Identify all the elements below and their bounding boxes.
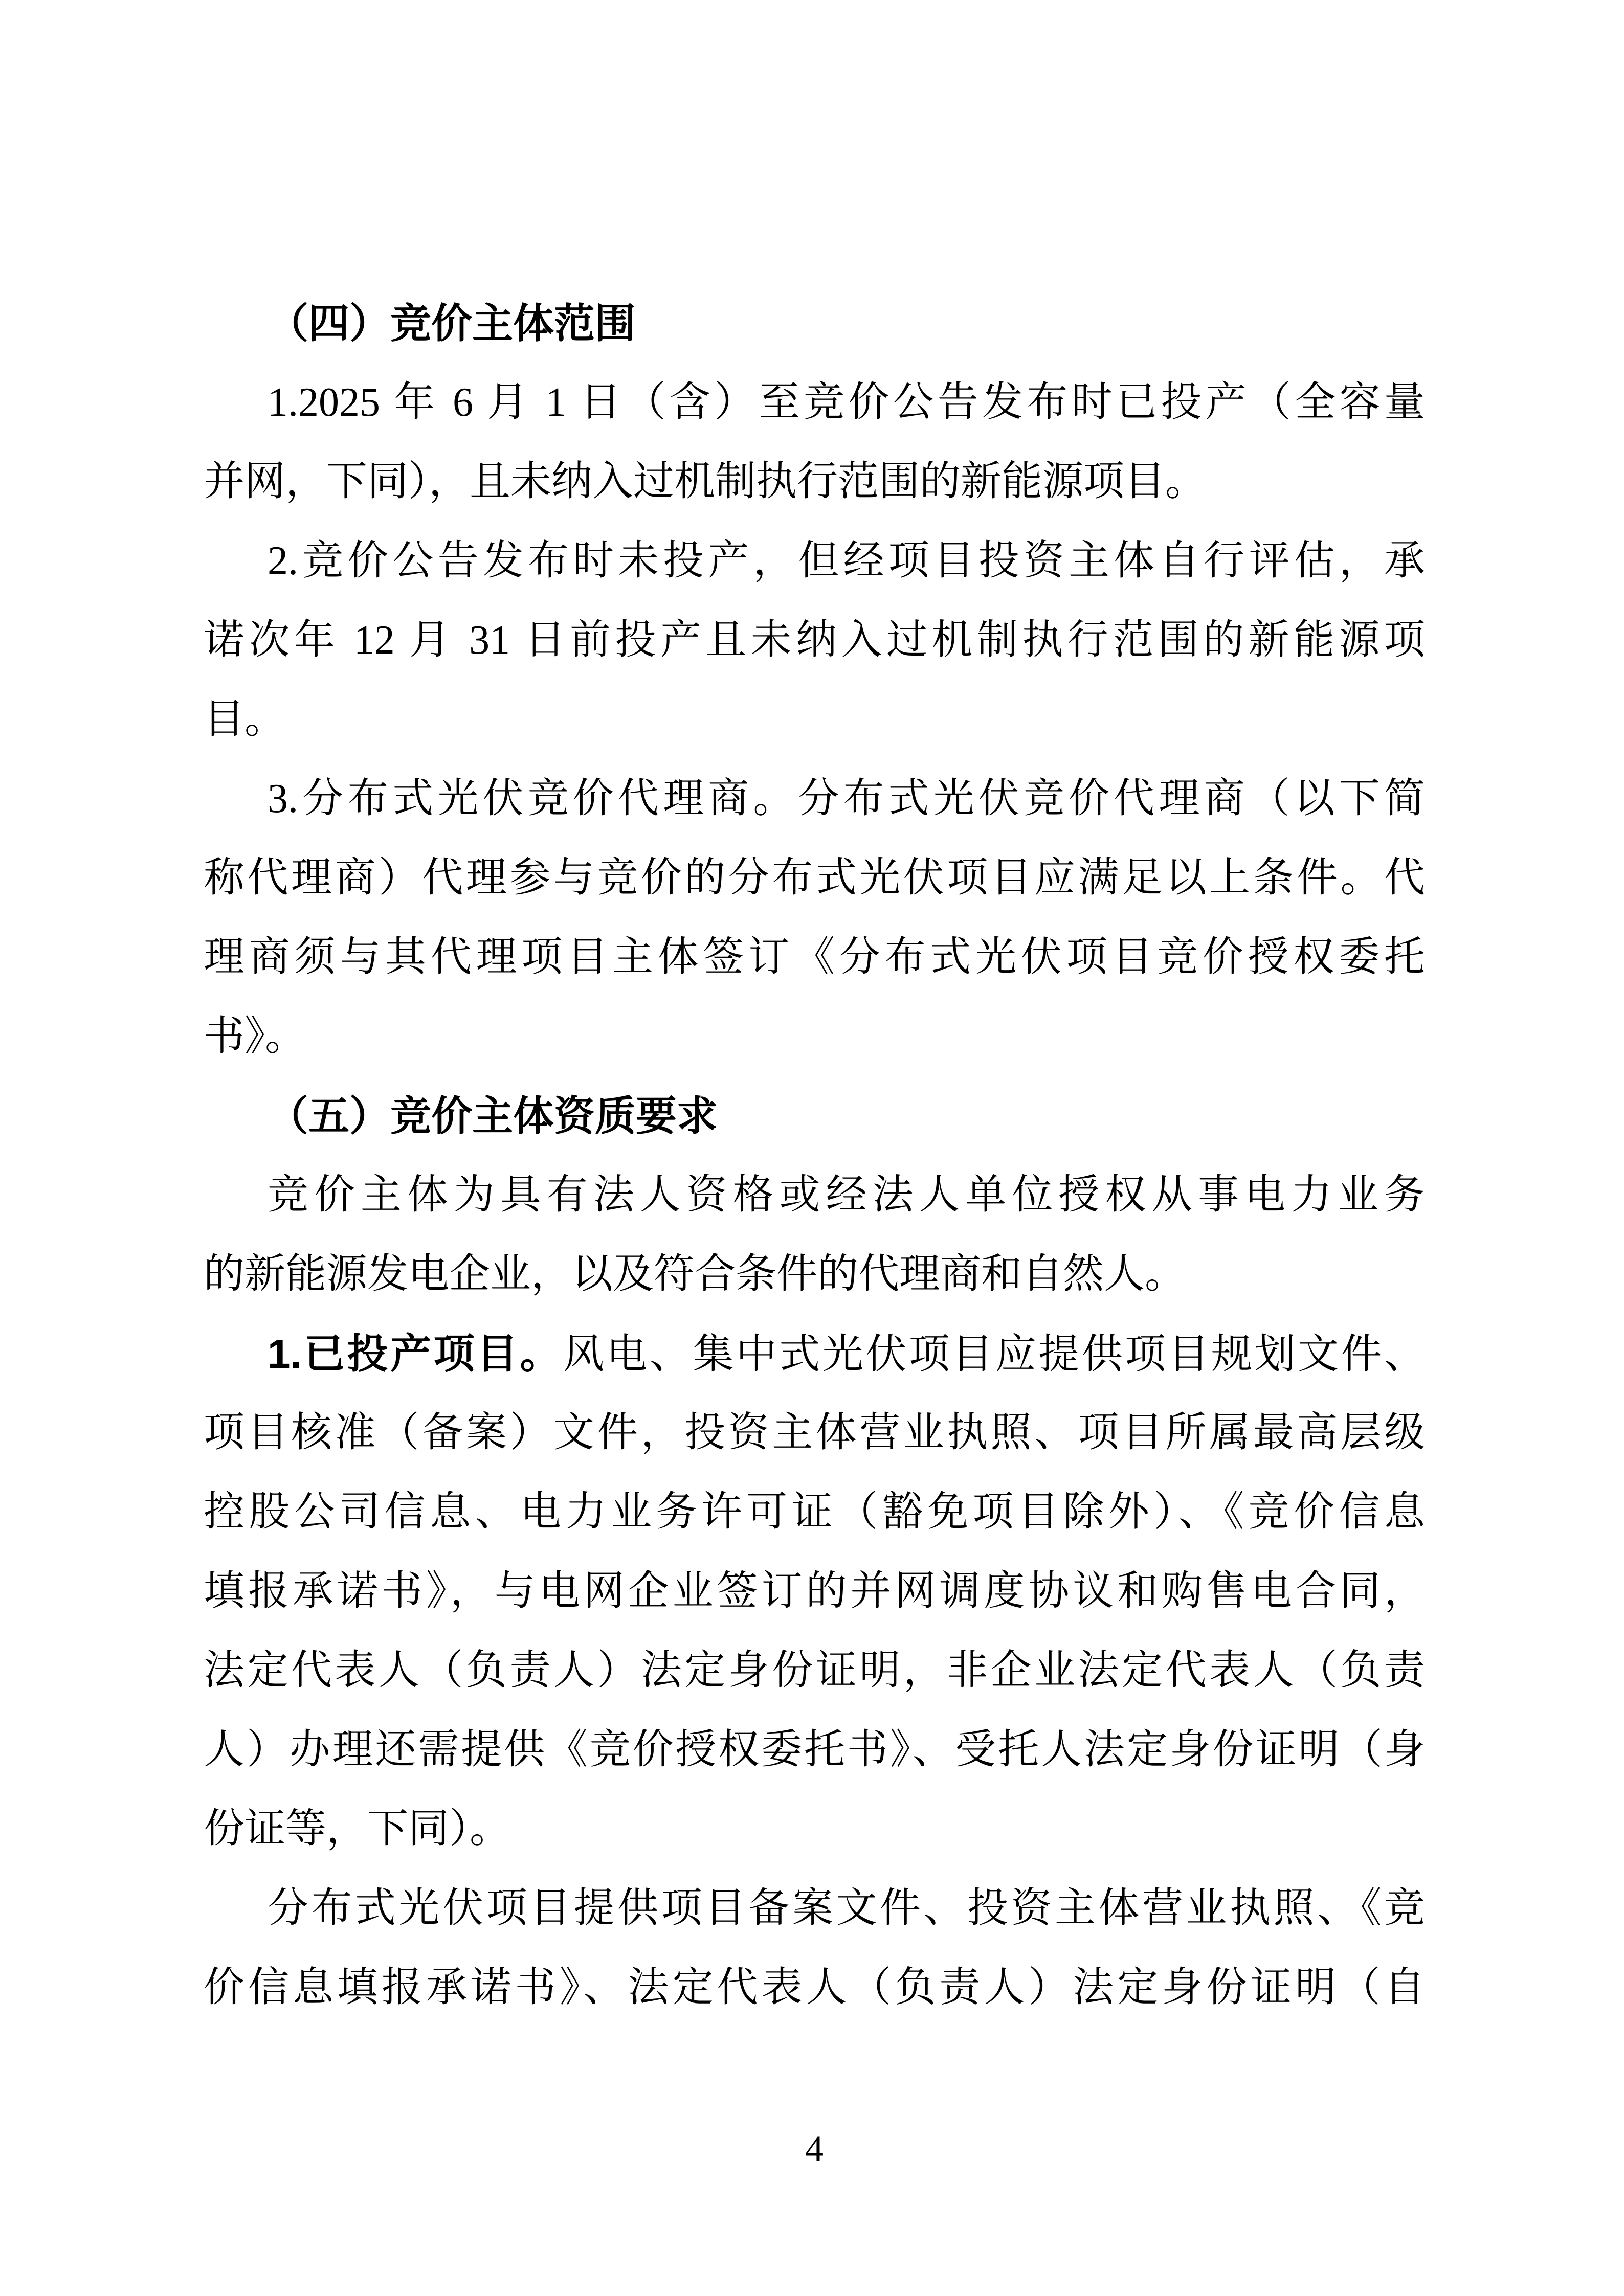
section4-item2-line2: 诺次年 12 月 31 日前投产且未纳入过机制执行范围的新能源项 xyxy=(204,618,1425,663)
section5-item1-line5: 法定代表人（负责人）法定身份证明，非企业法定代表人（负责 xyxy=(204,1648,1425,1693)
section4-item3-line1: 3.分布式光伏竞价代理商。分布式光伏竞价代理商（以下简 xyxy=(268,776,1425,821)
section5-item1-line6: 人）办理还需提供《竞价授权委托书》、受托人法定身份证明（身 xyxy=(204,1727,1425,1772)
section4-item2-line1: 2.竞价公告发布时未投产，但经项目投资主体自行评估，承 xyxy=(268,538,1425,583)
section4-item3-line3: 理商须与其代理项目主体签订《分布式光伏项目竞价授权委托 xyxy=(204,935,1425,980)
document-text-content xyxy=(204,284,1425,2028)
section5-distributed-line2: 价信息填报承诺书》、法定代表人（负责人）法定身份证明（自 xyxy=(204,1965,1425,2010)
section5-item1-line7: 份证等，下同）。 xyxy=(204,1807,510,1852)
section5-item1-lead-rest: 风电、集中式光伏项目应提供项目规划文件、 xyxy=(563,1332,1425,1377)
section5-heading: （五）竞价主体资质要求 xyxy=(268,1093,718,1139)
page-number: 4 xyxy=(805,2128,824,2169)
section5-intro-line2: 的新能源发电企业，以及符合条件的代理商和自然人。 xyxy=(204,1252,1186,1297)
section4-item3-line4: 书》。 xyxy=(204,1014,306,1059)
section4-item1-line2: 并网，下同），且未纳入过机制执行范围的新能源项目。 xyxy=(204,459,1206,504)
section5-intro-line1: 竞价主体为具有法人资格或经法人单位授权从事电力业务 xyxy=(268,1173,1425,1218)
section5-distributed-line1: 分布式光伏项目提供项目备案文件、投资主体营业执照、《竞 xyxy=(268,1886,1425,1931)
section5-item1-line3: 控股公司信息、电力业务许可证（豁免项目除外）、《竞价信息 xyxy=(204,1490,1425,1535)
section5-item1-lead: 1.已投产项目。 xyxy=(268,1331,564,1377)
section4-item2-line3: 目。 xyxy=(204,697,285,742)
section5-item1-line2: 项目核准（备案）文件，投资主体营业执照、项目所属最高层级 xyxy=(204,1410,1425,1455)
section4-item3-line2: 称代理商）代理参与竞价的分布式光伏项目应满足以上条件。代 xyxy=(204,856,1425,901)
section4-heading: （四）竞价主体范围 xyxy=(268,301,636,346)
section4-item1-line1: 1.2025 年 6 月 1 日（含）至竞价公告发布时已投产（全容量 xyxy=(268,380,1425,425)
section5-item1-line4: 填报承诺书》，与电网企业签订的并网调度协议和购售电合同， xyxy=(204,1569,1425,1614)
section5-item1-line1 xyxy=(204,1314,1425,1393)
